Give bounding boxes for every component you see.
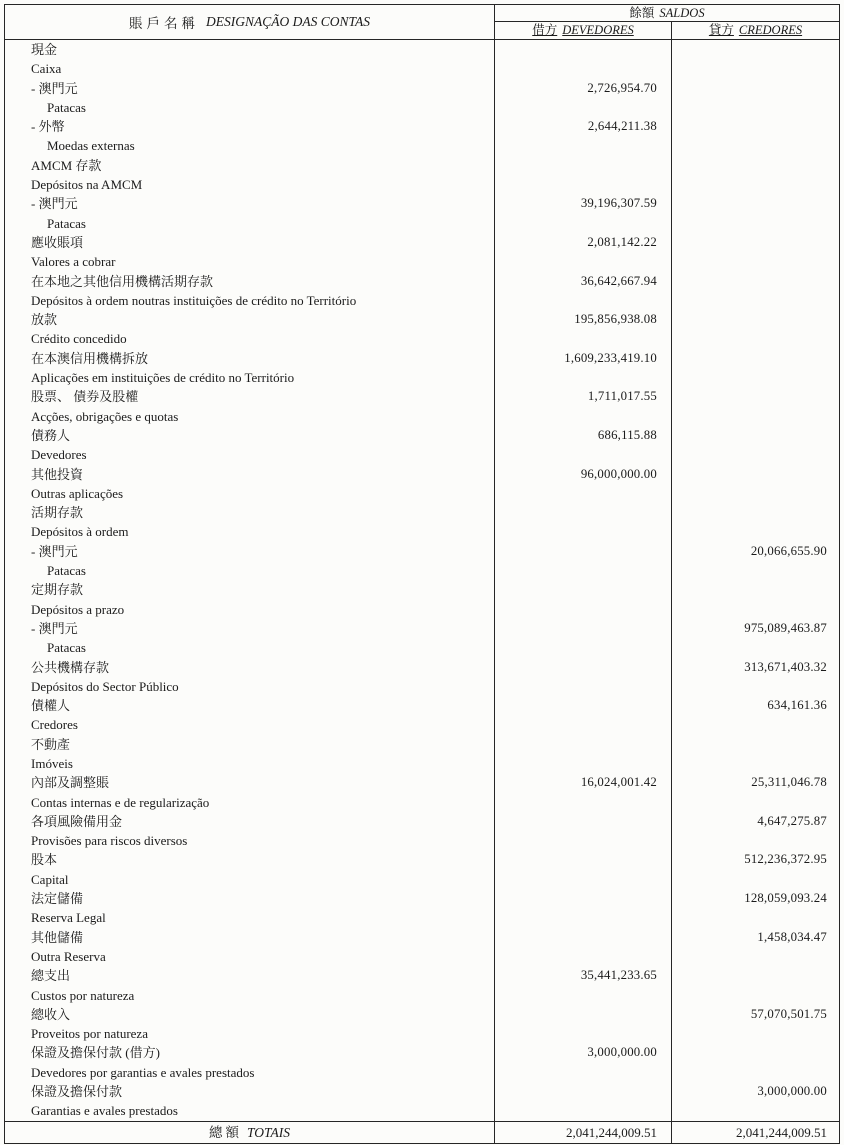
account-label: Proveitos por natureza <box>5 1024 495 1043</box>
account-label: Outra Reserva <box>5 947 495 966</box>
table-row <box>5 677 839 696</box>
credit-amount <box>672 715 839 734</box>
credit-amount <box>672 870 839 889</box>
debit-amount: 1,711,017.55 <box>495 387 672 406</box>
account-label: Depósitos à ordem <box>5 522 495 541</box>
credit-amount <box>672 252 839 271</box>
debit-amount <box>495 638 672 657</box>
table-row <box>5 947 839 966</box>
account-label: Valores a cobrar <box>5 252 495 271</box>
debit-amount <box>495 503 672 522</box>
account-label: 其他儲備 <box>5 928 495 947</box>
credit-amount: 20,066,655.90 <box>750 543 827 558</box>
debit-amount <box>495 908 672 927</box>
credit-amount: 634,161.36 <box>767 698 827 713</box>
credit-amount <box>672 831 839 850</box>
account-label: Depósitos do Sector Público <box>5 677 495 696</box>
debit-amount <box>495 696 672 715</box>
table-row <box>5 889 839 908</box>
account-label: 總支出 <box>5 966 495 985</box>
debit-amount <box>495 619 672 638</box>
credit-amount <box>672 600 839 619</box>
credit-header-zh: 貸方 <box>708 23 734 37</box>
account-label: Reserva Legal <box>5 908 495 927</box>
debit-amount <box>495 40 672 59</box>
credit-amount <box>672 947 839 966</box>
debit-amount <box>495 542 672 561</box>
account-label: 股本 <box>5 850 495 869</box>
accounts-header-pt: DESIGNAÇÃO DAS CONTAS <box>206 14 370 29</box>
account-label: Devedores <box>5 445 495 464</box>
account-label: Contas internas e de regularização <box>5 793 495 812</box>
debit-amount: 2,081,142.22 <box>495 233 672 252</box>
table-row <box>5 638 839 657</box>
totals-label-pt: TOTAIS <box>246 1124 290 1140</box>
account-label: 總收入 <box>5 1005 495 1024</box>
account-label: Outras aplicações <box>5 484 495 503</box>
account-label: 債務人 <box>5 426 495 445</box>
table-row <box>5 522 839 541</box>
account-label: Depósitos a prazo <box>5 600 495 619</box>
debit-amount: 1,609,233,419.10 <box>495 349 672 368</box>
totals-row <box>5 1121 839 1143</box>
debit-amount <box>495 658 672 677</box>
debit-amount <box>495 928 672 947</box>
table-row <box>5 387 839 406</box>
credit-column-header <box>672 22 839 39</box>
debit-amount <box>495 561 672 580</box>
debit-amount <box>495 136 672 155</box>
account-label: 債權人 <box>5 696 495 715</box>
account-label: Moedas externas <box>5 136 495 155</box>
account-label: Depósitos à ordem noutras instituições de crédito no Território <box>5 291 495 310</box>
credit-amount: 3,000,000.00 <box>757 1084 827 1099</box>
debit-amount <box>495 214 672 233</box>
totals-label-zh: 總額 <box>208 1124 242 1140</box>
debit-amount <box>495 889 672 908</box>
debit-amount: 195,856,938.08 <box>495 310 672 329</box>
debit-amount <box>495 522 672 541</box>
debit-amount <box>495 329 672 348</box>
debit-amount: 36,642,667.94 <box>495 272 672 291</box>
saldos-column-group <box>495 5 839 39</box>
accounts-header-zh: 賬戶名稱 <box>129 16 199 31</box>
credit-amount <box>672 156 839 175</box>
account-label: Garantias e avales prestados <box>5 1101 495 1120</box>
debit-amount <box>495 735 672 754</box>
credit-amount <box>672 272 839 291</box>
account-label: 公共機構存款 <box>5 658 495 677</box>
table-row <box>5 580 839 599</box>
debit-amount <box>495 715 672 734</box>
table-row <box>5 59 839 78</box>
account-label: Crédito concedido <box>5 329 495 348</box>
table-row <box>5 117 839 136</box>
table-row <box>5 928 839 947</box>
account-label: AMCM 存款 <box>5 156 495 175</box>
debit-amount: 39,196,307.59 <box>495 194 672 213</box>
credit-amount: 1,458,034.47 <box>757 929 827 944</box>
totals-debit-amount: 2,041,244,009.51 <box>495 1122 672 1143</box>
credit-amount: 25,311,046.78 <box>751 775 827 790</box>
table-row <box>5 831 839 850</box>
credit-amount <box>672 503 839 522</box>
account-label: Aplicações em instituições de crédito no Território <box>5 368 495 387</box>
credit-amount <box>672 986 839 1005</box>
saldos-group-header <box>495 5 839 22</box>
totals-label <box>5 1122 495 1143</box>
debit-amount <box>495 484 672 503</box>
account-label: - 澳門元 <box>5 194 495 213</box>
credit-amount <box>672 387 839 406</box>
account-label: - 澳門元 <box>5 542 495 561</box>
account-label: Patacas <box>5 638 495 657</box>
debit-amount <box>495 677 672 696</box>
table-row <box>5 986 839 1005</box>
credit-amount <box>672 522 839 541</box>
debit-header-pt: DEVEDORES <box>562 23 634 37</box>
credit-amount <box>672 1101 839 1120</box>
table-row <box>5 426 839 445</box>
account-label: 現金 <box>5 40 495 59</box>
account-label: Custos por natureza <box>5 986 495 1005</box>
table-row <box>5 793 839 812</box>
table-header <box>5 5 839 40</box>
debit-amount <box>495 793 672 812</box>
table-row <box>5 194 839 213</box>
debit-column-header <box>495 22 672 39</box>
account-label: 法定儲備 <box>5 889 495 908</box>
table-row <box>5 812 839 831</box>
debit-amount <box>495 98 672 117</box>
table-row <box>5 696 839 715</box>
table-row <box>5 1101 839 1120</box>
credit-amount <box>672 426 839 445</box>
table-row <box>5 735 839 754</box>
credit-amount <box>672 117 839 136</box>
credit-amount <box>672 349 839 368</box>
debit-amount: 35,441,233.65 <box>495 966 672 985</box>
debit-amount: 2,644,211.38 <box>495 117 672 136</box>
debit-credit-headers <box>495 22 839 39</box>
table-row <box>5 484 839 503</box>
debit-amount: 96,000,000.00 <box>495 465 672 484</box>
debit-amount <box>495 291 672 310</box>
credit-amount: 57,070,501.75 <box>750 1006 827 1021</box>
account-label: Devedores por garantias e avales prestados <box>5 1063 495 1082</box>
account-label: Caixa <box>5 59 495 78</box>
debit-amount <box>495 600 672 619</box>
credit-amount <box>672 966 839 985</box>
table-row <box>5 850 839 869</box>
credit-amount <box>672 194 839 213</box>
account-label: 不動產 <box>5 735 495 754</box>
account-label: 保證及擔保付款 <box>5 1082 495 1101</box>
table-row <box>5 600 839 619</box>
account-label: Credores <box>5 715 495 734</box>
account-label: 其他投資 <box>5 465 495 484</box>
debit-amount <box>495 59 672 78</box>
credit-amount <box>672 1024 839 1043</box>
debit-amount <box>495 1082 672 1101</box>
trial-balance-table <box>4 4 840 1144</box>
table-row <box>5 715 839 734</box>
credit-amount <box>672 908 839 927</box>
table-row <box>5 368 839 387</box>
account-label: 在本澳信用機構拆放 <box>5 349 495 368</box>
credit-amount <box>672 638 839 657</box>
account-label: 定期存款 <box>5 580 495 599</box>
table-row <box>5 252 839 271</box>
debit-amount: 2,726,954.70 <box>495 79 672 98</box>
table-row <box>5 214 839 233</box>
debit-amount: 3,000,000.00 <box>495 1043 672 1062</box>
credit-amount: 4,647,275.87 <box>757 813 827 828</box>
table-row <box>5 40 839 59</box>
table-row <box>5 465 839 484</box>
table-row <box>5 98 839 117</box>
debit-amount <box>495 1101 672 1120</box>
credit-amount <box>672 291 839 310</box>
table-row <box>5 156 839 175</box>
debit-header-zh: 借方 <box>532 23 558 37</box>
table-row <box>5 908 839 927</box>
account-label: 股票、 債券及股權 <box>5 387 495 406</box>
debit-amount <box>495 986 672 1005</box>
table-row <box>5 407 839 426</box>
table-row <box>5 658 839 677</box>
credit-amount <box>672 98 839 117</box>
table-row <box>5 329 839 348</box>
table-row <box>5 1063 839 1082</box>
account-label: Imóveis <box>5 754 495 773</box>
credit-amount <box>672 59 839 78</box>
account-label: - 外幣 <box>5 117 495 136</box>
credit-amount <box>672 445 839 464</box>
table-row <box>5 310 839 329</box>
debit-amount <box>495 1063 672 1082</box>
credit-amount: 512,236,372.95 <box>744 852 827 867</box>
account-label: 各項風險備用金 <box>5 812 495 831</box>
credit-amount <box>672 465 839 484</box>
credit-amount <box>672 329 839 348</box>
credit-amount <box>672 175 839 194</box>
table-row <box>5 870 839 889</box>
table-row <box>5 503 839 522</box>
credit-amount <box>672 735 839 754</box>
account-label: 活期存款 <box>5 503 495 522</box>
debit-amount <box>495 445 672 464</box>
account-label: 應收賬項 <box>5 233 495 252</box>
debit-amount <box>495 870 672 889</box>
debit-amount <box>495 368 672 387</box>
totals-credit-amount: 2,041,244,009.51 <box>736 1124 827 1140</box>
debit-amount <box>495 252 672 271</box>
table-row <box>5 542 839 561</box>
credit-amount <box>672 368 839 387</box>
account-label: 保證及擔保付款 (借方) <box>5 1043 495 1062</box>
account-label: Patacas <box>5 561 495 580</box>
saldos-header-zh: 餘額 <box>629 6 655 20</box>
credit-amount <box>672 214 839 233</box>
debit-amount <box>495 754 672 773</box>
table-row <box>5 773 839 792</box>
table-row <box>5 445 839 464</box>
debit-amount <box>495 947 672 966</box>
account-label: Capital <box>5 870 495 889</box>
credit-amount <box>672 793 839 812</box>
table-row <box>5 619 839 638</box>
saldos-header-pt: SALDOS <box>659 6 705 20</box>
debit-amount: 16,024,001.42 <box>495 773 672 792</box>
credit-amount <box>672 79 839 98</box>
account-label: Acções, obrigações e quotas <box>5 407 495 426</box>
debit-amount <box>495 175 672 194</box>
debit-amount <box>495 1024 672 1043</box>
table-row <box>5 291 839 310</box>
table-row <box>5 966 839 985</box>
credit-amount <box>672 754 839 773</box>
credit-amount <box>672 136 839 155</box>
credit-amount <box>672 561 839 580</box>
table-row <box>5 1082 839 1101</box>
account-label: 內部及調整賬 <box>5 773 495 792</box>
debit-amount <box>495 1005 672 1024</box>
account-label: - 澳門元 <box>5 619 495 638</box>
credit-header-pt: CREDORES <box>738 23 803 37</box>
account-label: 在本地之其他信用機構活期存款 <box>5 272 495 291</box>
credit-amount <box>672 1063 839 1082</box>
account-label: Patacas <box>5 98 495 117</box>
table-row <box>5 1043 839 1062</box>
accounts-column-header <box>5 5 495 39</box>
account-label: 放款 <box>5 310 495 329</box>
credit-amount: 313,671,403.32 <box>744 659 827 674</box>
table-row <box>5 1024 839 1043</box>
debit-amount <box>495 850 672 869</box>
debit-amount <box>495 407 672 426</box>
debit-amount <box>495 812 672 831</box>
account-label: Patacas <box>5 214 495 233</box>
account-label: - 澳門元 <box>5 79 495 98</box>
credit-amount <box>672 233 839 252</box>
table-row <box>5 175 839 194</box>
debit-amount <box>495 580 672 599</box>
debit-amount <box>495 156 672 175</box>
credit-amount: 128,059,093.24 <box>744 891 827 906</box>
credit-amount <box>672 310 839 329</box>
table-row <box>5 136 839 155</box>
credit-amount <box>672 40 839 59</box>
table-row <box>5 754 839 773</box>
credit-amount <box>672 1043 839 1062</box>
credit-amount <box>672 580 839 599</box>
table-body <box>5 40 839 1121</box>
table-row <box>5 233 839 252</box>
credit-amount <box>672 677 839 696</box>
table-row <box>5 1005 839 1024</box>
credit-amount <box>672 407 839 426</box>
account-label: Provisões para riscos diversos <box>5 831 495 850</box>
credit-amount: 975,089,463.87 <box>744 620 827 635</box>
debit-amount <box>495 831 672 850</box>
table-row <box>5 79 839 98</box>
table-row <box>5 272 839 291</box>
debit-amount: 686,115.88 <box>495 426 672 445</box>
table-row <box>5 561 839 580</box>
credit-amount <box>672 484 839 503</box>
table-row <box>5 349 839 368</box>
account-label: Depósitos na AMCM <box>5 175 495 194</box>
